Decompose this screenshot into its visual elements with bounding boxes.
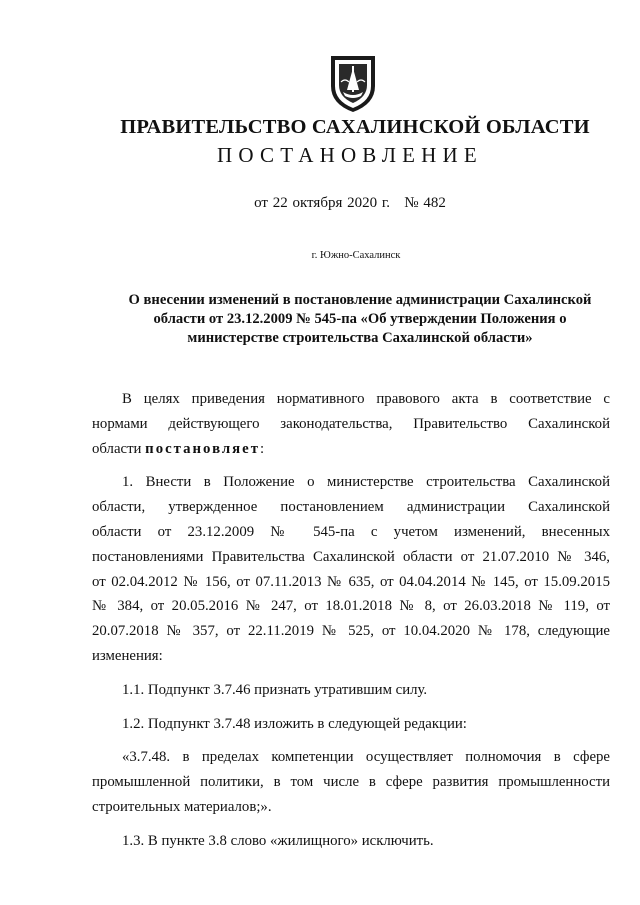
text-fragment: области — [92, 440, 146, 457]
text-line: В целях приведения нормативного правового акта в соответствие с — [122, 391, 610, 407]
item-1-paragraph — [92, 470, 610, 668]
text-line: № 384, от 20.05.2016 № 247, от 18.01.2018 № 8, от 26.03.2018 № 119, от — [92, 598, 610, 615]
subject-line: О внесении изменений в постановление администрации Сахалинской — [128, 292, 592, 308]
text-line: 20.07.2018 № 357, от 22.11.2019 № 525, от 10.04.2020 № 178, следующие — [92, 623, 610, 640]
text-line — [92, 437, 610, 462]
item-1-2-paragraph — [92, 712, 610, 737]
text-line: 1.1. Подпункт 3.7.46 признать утратившим силу. — [122, 681, 428, 698]
coat-of-arms-icon — [325, 52, 381, 114]
item-1-3-paragraph — [92, 829, 610, 854]
text-line: 1.3. В пункте 3.8 слово «жилищного» исключить. — [122, 832, 434, 849]
text-line: области от 23.12.2009 № 545-па с учетом изменений, внесенных — [92, 523, 610, 540]
date-and-number: от 22 октября 2020 г. № 482 — [254, 195, 446, 211]
intro-paragraph — [92, 387, 610, 461]
subject-line: области от 23.12.2009 № 545-па «Об утверждении Положения о — [153, 311, 567, 327]
document-type: ПОСТАНОВЛЕНИЕ — [217, 143, 483, 167]
subject-line: министерстве строительства Сахалинской области» — [187, 330, 533, 346]
document-body — [92, 387, 610, 854]
quoted-text — [92, 745, 610, 819]
text-line: постановлениями Правительства Сахалинской области от 21.07.2010 № 346, — [92, 548, 610, 565]
text-line: изменения: — [92, 647, 163, 664]
text-fragment: : — [260, 440, 265, 457]
place-of-issue: г. Южно-Сахалинск — [311, 250, 401, 261]
organization-title: ПРАВИТЕЛЬСТВО САХАЛИНСКОЙ ОБЛАСТИ — [120, 116, 590, 138]
text-line: нормами действующего законодательства, Правительство Сахалинской — [92, 415, 610, 432]
item-1-1-paragraph — [92, 678, 610, 703]
text-line: строительных материалов;». — [92, 798, 272, 815]
text-line: «3.7.48. в пределах компетенции осуществляет полномочия в сфере — [122, 749, 610, 766]
text-line: 1.2. Подпункт 3.7.48 изложить в следующей редакции: — [122, 715, 467, 732]
resolution-keyword: постановляет — [145, 440, 261, 457]
text-line: от 02.04.2012 № 156, от 07.11.2013 № 635, от 04.04.2014 № 145, от 15.09.2015 — [92, 573, 610, 590]
document-subject — [100, 291, 620, 348]
text-line: 1. Внести в Положение о министерстве строительства Сахалинской — [122, 474, 610, 491]
text-line: промышленной политики, в том числе в сфере развития промышленности — [92, 774, 610, 791]
text-line: области, утвержденное постановлением администрации Сахалинской — [92, 499, 610, 516]
